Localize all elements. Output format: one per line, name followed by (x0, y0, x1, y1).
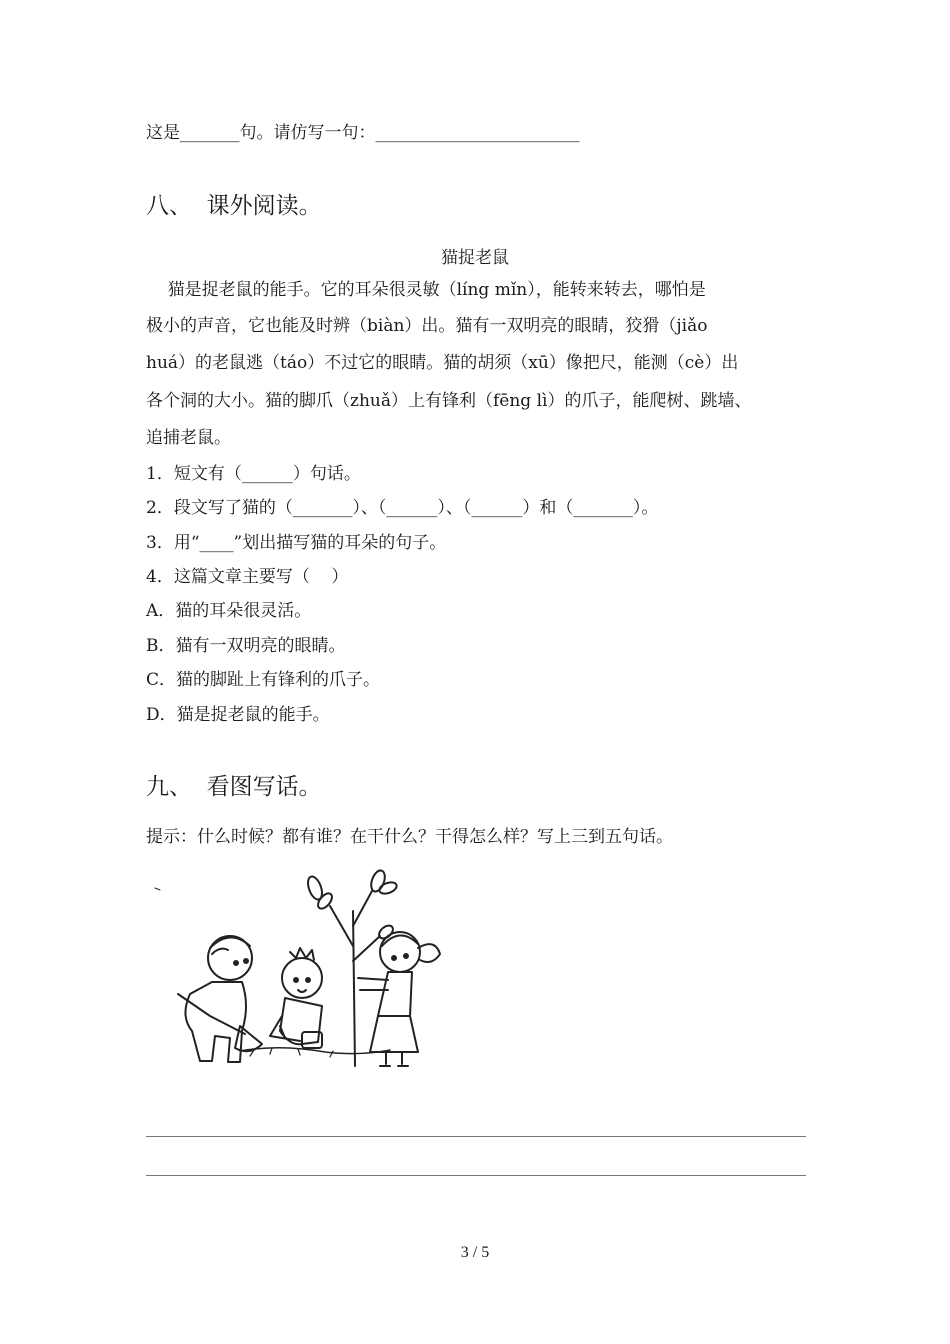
section-9-heading: 九、 看图写话。 (146, 774, 322, 800)
sentence-imitation-line: 这是_______句。请仿写一句：________________________ (146, 123, 580, 143)
passage-title: 猫捉老鼠 (441, 248, 509, 268)
option-a: A．猫的耳朵很灵活。 (146, 601, 312, 621)
question-2: 2．段文写了猫的（_______）、（______）、（______）和（_______）。 (146, 498, 659, 518)
question-1: 1．短文有（______）句话。 (146, 464, 361, 484)
passage-line: huá）的老鼠逃（táo）不过它的眼睛。猫的胡须（xū）像把尺，能测（cè）出 (146, 353, 739, 373)
passage-line: 极小的声音，它也能及时辨（biàn）出。猫有一双明亮的眼睛，狡猾（jiǎo (146, 316, 708, 336)
passage-line: 追捕老鼠。 (146, 428, 231, 448)
section-8-heading: 八、 课外阅读。 (146, 193, 322, 219)
option-b: B．猫有一双明亮的眼睛。 (146, 636, 346, 656)
children-planting-tree-illustration (150, 866, 470, 1081)
question-3: 3．用“____”划出描写猫的耳朵的句子。 (146, 533, 447, 553)
answer-line-2[interactable] (146, 1175, 806, 1176)
question-4: 4．这篇文章主要写（ ） (146, 567, 349, 587)
writing-prompt: 提示：什么时候？都有谁？在干什么？干得怎么样？写上三到五句话。 (146, 827, 673, 847)
answer-line-1[interactable] (146, 1136, 806, 1137)
option-c: C．猫的脚趾上有锋利的爪子。 (146, 670, 381, 690)
passage-line: 各个洞的大小。猫的脚爪（zhuǎ）上有锋利（fēng lì）的爪子，能爬树、跳墙、 (146, 391, 752, 411)
option-d: D．猫是捉老鼠的能手。 (146, 705, 330, 725)
page-number: 3 / 5 (460, 1244, 490, 1261)
passage-line: 猫是捉老鼠的能手。它的耳朵很灵敏（líng mǐn），能转来转去，哪怕是 (146, 280, 706, 300)
